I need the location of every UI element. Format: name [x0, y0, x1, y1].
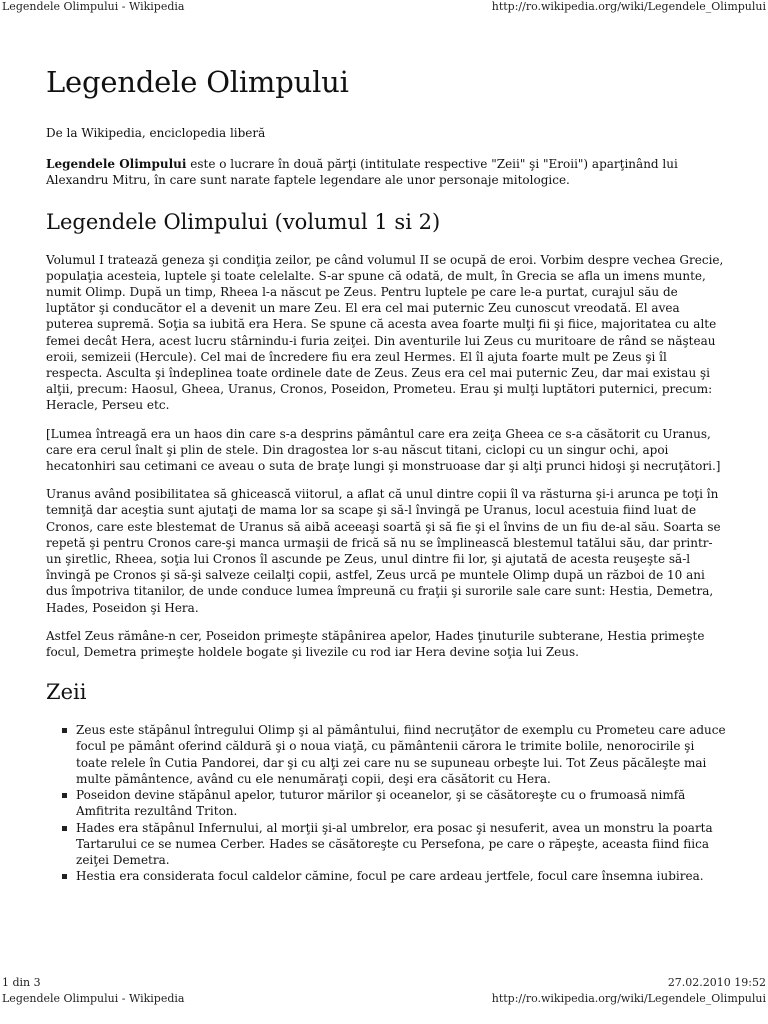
intro-text: este o lucrare în două părţi (intitulate respective "Zeii" şi "Eroii") aparţinând lui Alexandru Mitru, în care sunt narate faptele legendare ale unor personaje mitologice.	[46, 157, 678, 188]
page-title: Legendele Olimpului	[46, 65, 349, 99]
article-content	[46, 62, 726, 884]
square-bullet-icon	[62, 874, 67, 879]
list-item	[76, 722, 726, 787]
print-header	[0, 0, 768, 14]
list-item-text: Poseidon devine stăpânul apelor, tuturor mărilor şi oceanelor, şi se căsătoreşte cu o frumoasă nimfă Amfitrita rezultând Triton.	[76, 788, 686, 819]
square-bullet-icon	[62, 826, 67, 831]
print-footer-datetime: 27.02.2010 19:52	[667, 976, 766, 989]
paragraph: [Lumea întreagă era un haos din care s-a desprins pământul care era zeiţa Gheea ce s-a căsătorit cu Uranus, care era cerul înalt şi plin de stele. Din dragostea lor s-au născut titani, ciclopi cu un singur ochi, apoi hecatonhiri sau cetimani ce aveau o suta de braţe lungi şi monstruoase dar şi alţi prunci hidoşi şi necruţători.]	[46, 426, 721, 474]
paragraph: Uranus având posibilitatea să ghicească viitorul, a aflat că unul dintre copii îl va răsturna şi-i arunca pe toţi în temniţă dar aceştia sunt ajutaţi de mama lor sa scape şi să-l învingă pe Uranus, locul acestuia fiind luat de Cronos, care este blestemat de Uranus să aibă aceeaşi soartă şi să fie şi el învins de un fiu de-al său. Soarta se repetă şi pentru Cronos care-şi manca urmaşii de frică să nu se împlinească blestemul tatălui său, dar printr-un şiretlic, Rheea, soţia lui Cronos îl ascunde pe Zeus, unul dintre fii lor, şi ajutată de acesta reuşeşte să-l învingă pe Cronos şi să-şi salveze ceilalţi copii, astfel, Zeus urcă pe muntele Olimp după un război de 10 ani dus împotriva titanilor, de unde conduce lumea împreună cu fraţii şi surorile sale care sunt: Hestia, Demetra, Hades, Poseidon şi Hera.	[46, 487, 721, 615]
square-bullet-icon	[62, 793, 67, 798]
paragraph: Astfel Zeus rămâne-n cer, Poseidon primeşte stăpânirea apelor, Hades ţinuturile subterane, Hestia primeşte focul, Demetra primeşte holdele bogate şi livezile cu rod iar Hera devine soţia lui Zeus.	[46, 628, 705, 660]
print-header-url[interactable]: http://ro.wikipedia.org/wiki/Legendele_Olimpului	[491, 0, 766, 13]
list-item	[76, 820, 726, 869]
print-footer-top-line	[0, 976, 768, 990]
section-heading-zeii: Zeii	[46, 680, 87, 705]
intro-paragraph	[46, 156, 726, 188]
print-footer-bottom-line	[0, 992, 768, 1006]
paragraph: Volumul I tratează geneza şi condiţia zeilor, pe când volumul II se ocupă de eroi. Vorbim despre vechea Grecie, populaţia acesteia, luptele şi toate celelalte. S-ar spune că odată, de mult, în Grecia se afla un imens munte, numit Olimp. După un timp, Rheea l-a născut pe Zeus. Pentru luptele pe care le-a purtat, curajul său de luptător şi conducător el a devenit un mare Zeu. El era cel mai puternic Zeu cunoscut vreodată. El avea puterea supremă. Soţia sa iubită era Hera. Se spune că acesta avea foarte mulţi fii şi fiice, majoritatea cu alte femei decât Hera, acest lucru stârnindu-i furia zeiţei. Din aventurile lui Zeus cu muritoare de rând se năşteau eroii, semizeii (Hercule). Cel mai de încredere fiu era zeul Hermes. El îl ajuta foarte mult pe Zeus şi îl respecta. Asculta şi îndeplinea toate ordinele date de Zeus. Zeus era cel mai puternic Zeu, dar mai existau şi alţii, precum: Haosul, Gheea, Uranus, Cronos, Poseidon, Prometeu. Erau şi mulţi luptători puternici, precum: Heracle, Perseu etc.	[46, 252, 724, 413]
list-item-text: Hades era stăpânul Infernului, al morţii şi-al umbrelor, era posac şi nesuferit, avea un monstru la poarta Tartarului ce se numea Cerber. Hades se căsătoreşte cu Persefona, pe care o răpeşte, aceasta fiind fiica zeiţei Demetra.	[76, 820, 713, 867]
list-item-text: Hestia era considerata focul caldelor cămine, focul pe care ardeau jertfele, focul care însemna iubirea.	[76, 869, 704, 884]
print-footer-url[interactable]: http://ro.wikipedia.org/wiki/Legendele_Olimpului	[491, 992, 766, 1005]
list-item-text: Zeus este stăpânul întregului Olimp şi al pământului, fiind necruţător de exemplu cu Prometeu care aduce focul pe pământ oferind căldură şi o noua viaţă, cu pământenii cărora le trimite bolile, nenorocirile şi toate relele în Cutia Pandorei, dar şi cu alţi zei care nu se supuneau orbeşte lui. Tot Zeus păcăleşte mai multe pământence, având cu ele nenumăraţi copii, deşi era căsătorit cu Hera.	[76, 723, 726, 786]
print-footer-title: Legendele Olimpului - Wikipedia	[2, 992, 185, 1005]
intro-bold-title: Legendele Olimpului	[46, 157, 187, 172]
square-bullet-icon	[62, 728, 67, 733]
list-item	[76, 868, 726, 884]
list-item	[76, 787, 726, 819]
print-header-title: Legendele Olimpului - Wikipedia	[2, 0, 185, 13]
section-heading-volumes: Legendele Olimpului (volumul 1 si 2)	[46, 209, 441, 234]
tagline: De la Wikipedia, enciclopedia liberă	[46, 126, 266, 140]
print-footer-page: 1 din 3	[2, 976, 41, 989]
gods-list	[46, 722, 726, 884]
